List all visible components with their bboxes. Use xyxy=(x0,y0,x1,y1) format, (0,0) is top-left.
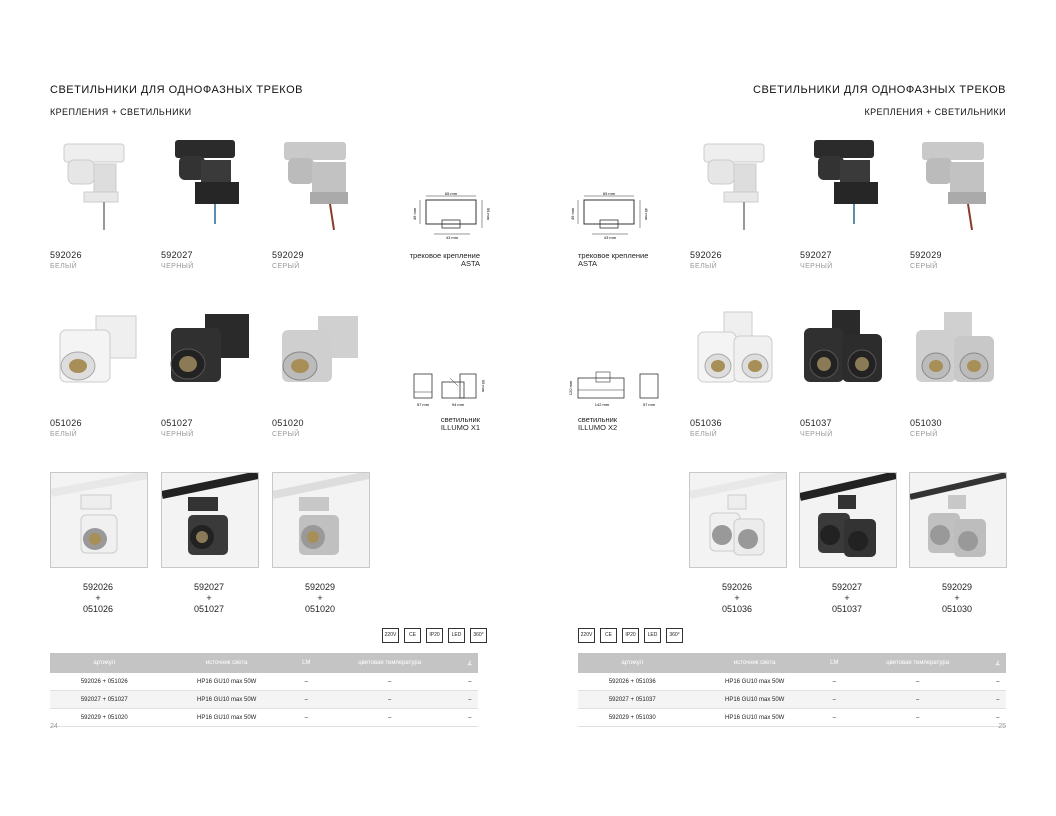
combo-code-bottom: 051026 xyxy=(82,604,114,614)
cell: HP16 GU10 max 50W xyxy=(159,673,295,691)
cell: – xyxy=(462,673,478,691)
track-mount-image xyxy=(910,138,1000,246)
col-lumens: LM xyxy=(295,653,318,673)
combo-code xyxy=(689,582,785,615)
cell: – xyxy=(846,709,990,727)
mount-dimension-drawing xyxy=(570,190,650,250)
combo-code-plus: + xyxy=(844,593,850,603)
combo-code-bottom: 051037 xyxy=(831,604,863,614)
beam-angle-icon: ∡ xyxy=(462,653,478,673)
product-code: 592026 xyxy=(50,250,82,260)
lamp-type-icon: LED xyxy=(644,628,661,643)
combo-code-top: 592029 xyxy=(304,582,336,592)
mount-caption xyxy=(578,252,668,268)
table-row xyxy=(50,691,478,709)
dim-c: 95 mm xyxy=(481,379,486,393)
col-article: артикул xyxy=(50,653,159,673)
product-color: СЕРЫЙ xyxy=(272,263,300,270)
product-mount-black xyxy=(161,138,251,270)
product-color: СЕРЫЙ xyxy=(272,431,300,438)
table-row xyxy=(578,709,1006,727)
page-subtitle-right: КРЕПЛЕНИЯ + СВЕТИЛЬНИКИ xyxy=(864,107,1006,117)
cell: – xyxy=(990,691,1006,709)
cell: – xyxy=(462,709,478,727)
track-mount-image xyxy=(800,138,890,246)
combo-photo-white xyxy=(689,472,787,568)
spot-caption-line1: светильник xyxy=(578,415,618,424)
cell: – xyxy=(295,709,318,727)
dim-right: 46 mm xyxy=(644,207,649,221)
track-spot-photo xyxy=(162,473,258,567)
spec-table xyxy=(50,653,478,727)
mount-dimension-drawing xyxy=(412,190,492,250)
cell: 592027 + 051027 xyxy=(50,691,159,709)
product-color: ЧЕРНЫЙ xyxy=(800,431,833,438)
page-number-left: 24 xyxy=(50,723,58,730)
page-title-right: СВЕТИЛЬНИКИ ДЛЯ ОДНОФАЗНЫХ ТРЕКОВ xyxy=(753,84,1006,96)
product-color: БЕЛЫЙ xyxy=(50,431,78,438)
page-title-left: СВЕТИЛЬНИКИ ДЛЯ ОДНОФАЗНЫХ ТРЕКОВ xyxy=(50,84,303,96)
cell: – xyxy=(990,673,1006,691)
cell: – xyxy=(990,709,1006,727)
cell: – xyxy=(823,709,846,727)
product-color: ЧЕРНЫЙ xyxy=(161,263,194,270)
dim-a: 57 mm xyxy=(416,402,430,407)
cell: – xyxy=(295,691,318,709)
mount-caption-line2: ASTA xyxy=(460,259,480,268)
cert-icons xyxy=(578,628,683,643)
spot-caption xyxy=(578,416,668,432)
spotlight-image xyxy=(800,308,890,408)
track-mount-image xyxy=(161,138,251,246)
track-spot-photo xyxy=(800,473,896,567)
product-color: БЕЛЫЙ xyxy=(690,431,718,438)
cell: HP16 GU10 max 50W xyxy=(687,673,823,691)
track-spot-photo xyxy=(910,473,1006,567)
product-spot-black-double xyxy=(800,308,890,438)
table-header-row xyxy=(578,653,1006,673)
combo-code-top: 592029 xyxy=(941,582,973,592)
col-color-temp: цветовая температура xyxy=(846,653,990,673)
dim-a: 120 mm xyxy=(568,380,573,396)
table-row xyxy=(50,709,478,727)
cert-icons xyxy=(382,628,487,643)
combo-code xyxy=(50,582,146,615)
product-color: ЧЕРНЫЙ xyxy=(800,263,833,270)
voltage-icon: 220V xyxy=(382,628,399,643)
combo-photo-grey xyxy=(272,472,370,568)
dimension-diagram xyxy=(412,190,492,240)
product-mount-grey xyxy=(910,138,1000,270)
product-code: 051036 xyxy=(690,418,722,428)
spotlight-image xyxy=(910,308,1000,408)
combo-code xyxy=(272,582,368,615)
cell: – xyxy=(318,709,462,727)
combo-code xyxy=(909,582,1005,615)
product-spot-black xyxy=(161,308,251,438)
mount-caption-line1: трековое крепление xyxy=(578,251,649,260)
combo-code-plus: + xyxy=(734,593,740,603)
cell: – xyxy=(823,673,846,691)
cell: 592029 + 051030 xyxy=(578,709,687,727)
cell: – xyxy=(823,691,846,709)
dimension-diagram xyxy=(570,190,650,240)
product-code: 051027 xyxy=(161,418,193,428)
cell: – xyxy=(318,673,462,691)
cell: 592026 + 051026 xyxy=(50,673,159,691)
combo-photo-black xyxy=(799,472,897,568)
spotlight-image xyxy=(161,308,251,408)
combo-photo-white xyxy=(50,472,148,568)
spec-table xyxy=(578,653,1006,727)
product-code: 592027 xyxy=(161,250,193,260)
combo-code-bottom: 051020 xyxy=(304,604,336,614)
track-mount-image xyxy=(272,138,362,246)
mount-caption-line1: трековое крепление xyxy=(409,251,480,260)
table-row xyxy=(50,673,478,691)
beam-angle-icon: ∡ xyxy=(990,653,1006,673)
page-subtitle-left: КРЕПЛЕНИЯ + СВЕТИЛЬНИКИ xyxy=(50,107,192,117)
col-light-source: источник света xyxy=(159,653,295,673)
product-code: 051026 xyxy=(50,418,82,428)
dim-top: 65 mm xyxy=(444,191,458,196)
product-spot-grey xyxy=(272,308,362,438)
product-mount-grey xyxy=(272,138,362,270)
lamp-type-icon: LED xyxy=(448,628,465,643)
product-mount-white xyxy=(690,138,780,270)
combo-photo-grey xyxy=(909,472,1007,568)
cell: HP16 GU10 max 50W xyxy=(687,709,823,727)
dim-b: 142 mm xyxy=(594,402,610,407)
cell: 592026 + 051036 xyxy=(578,673,687,691)
cell: 592029 + 051020 xyxy=(50,709,159,727)
cell: HP16 GU10 max 50W xyxy=(159,709,295,727)
product-color: БЕЛЫЙ xyxy=(50,263,78,270)
table-row xyxy=(578,691,1006,709)
product-code: 051020 xyxy=(272,418,304,428)
track-spot-photo xyxy=(273,473,369,567)
dim-right: 56 mm xyxy=(486,207,491,221)
col-light-source: источник света xyxy=(687,653,823,673)
col-article: артикул xyxy=(578,653,687,673)
ip-rating-icon: IP20 xyxy=(622,628,639,643)
combo-code-top: 592027 xyxy=(193,582,225,592)
product-color: БЕЛЫЙ xyxy=(690,263,718,270)
combo-code xyxy=(161,582,257,615)
dimension-diagram xyxy=(568,368,664,412)
track-spot-photo xyxy=(690,473,786,567)
product-code: 592029 xyxy=(910,250,942,260)
spotlight-image xyxy=(50,308,140,408)
product-code: 592027 xyxy=(800,250,832,260)
dim-top: 65 mm xyxy=(602,191,616,196)
dim-c: 57 mm xyxy=(642,402,656,407)
dim-b: 94 mm xyxy=(451,402,465,407)
spot-caption-line2: ILLUMO X2 xyxy=(578,423,618,432)
spot-dimension-drawing xyxy=(410,368,490,414)
product-code: 592026 xyxy=(690,250,722,260)
spot-caption-line1: светильник xyxy=(440,415,480,424)
dim-left: 46 mm xyxy=(412,207,417,221)
ip-rating-icon: IP20 xyxy=(426,628,443,643)
dim-bottom: 43 mm xyxy=(603,235,617,240)
rotation-icon: 360° xyxy=(666,628,683,643)
table-header-row xyxy=(50,653,478,673)
ce-mark-icon: CE xyxy=(600,628,617,643)
cell: – xyxy=(846,691,990,709)
combo-code-plus: + xyxy=(317,593,323,603)
page-number-right: 25 xyxy=(998,723,1006,730)
cell: HP16 GU10 max 50W xyxy=(687,691,823,709)
combo-code-top: 592026 xyxy=(721,582,753,592)
product-spot-white-double xyxy=(690,308,780,438)
cell: – xyxy=(318,691,462,709)
table-row xyxy=(578,673,1006,691)
combo-code-plus: + xyxy=(954,593,960,603)
product-code: 592029 xyxy=(272,250,304,260)
spotlight-image xyxy=(272,308,362,408)
combo-code xyxy=(799,582,895,615)
product-color: ЧЕРНЫЙ xyxy=(161,431,194,438)
cell: HP16 GU10 max 50W xyxy=(159,691,295,709)
product-mount-black xyxy=(800,138,890,270)
dim-left: 46 mm xyxy=(570,207,575,221)
cell: – xyxy=(295,673,318,691)
spot-dimension-drawing xyxy=(568,368,664,414)
combo-code-bottom: 051027 xyxy=(193,604,225,614)
mount-caption-line2: ASTA xyxy=(578,259,598,268)
combo-code-bottom: 051030 xyxy=(941,604,973,614)
product-spot-grey-double xyxy=(910,308,1000,438)
product-color: СЕРЫЙ xyxy=(910,263,938,270)
track-spot-photo xyxy=(51,473,147,567)
spot-caption-line2: ILLUMO X1 xyxy=(440,423,480,432)
track-mount-image xyxy=(690,138,780,246)
rotation-icon: 360° xyxy=(470,628,487,643)
mount-caption xyxy=(400,252,480,268)
combo-code-top: 592027 xyxy=(831,582,863,592)
product-color: СЕРЫЙ xyxy=(910,431,938,438)
product-code: 051030 xyxy=(910,418,942,428)
product-mount-white xyxy=(50,138,140,270)
cell: – xyxy=(846,673,990,691)
cell: 592027 + 051037 xyxy=(578,691,687,709)
product-code: 051037 xyxy=(800,418,832,428)
col-lumens: LM xyxy=(823,653,846,673)
combo-code-plus: + xyxy=(95,593,101,603)
ce-mark-icon: CE xyxy=(404,628,421,643)
spot-caption xyxy=(400,416,480,432)
dim-bottom: 43 mm xyxy=(445,235,459,240)
cell: – xyxy=(462,691,478,709)
product-spot-white xyxy=(50,308,140,438)
col-color-temp: цветовая температура xyxy=(318,653,462,673)
dimension-diagram xyxy=(410,368,490,412)
spotlight-image xyxy=(690,308,780,408)
track-mount-image xyxy=(50,138,140,246)
combo-code-bottom: 051036 xyxy=(721,604,753,614)
combo-photo-black xyxy=(161,472,259,568)
combo-code-plus: + xyxy=(206,593,212,603)
voltage-icon: 220V xyxy=(578,628,595,643)
combo-code-top: 592026 xyxy=(82,582,114,592)
